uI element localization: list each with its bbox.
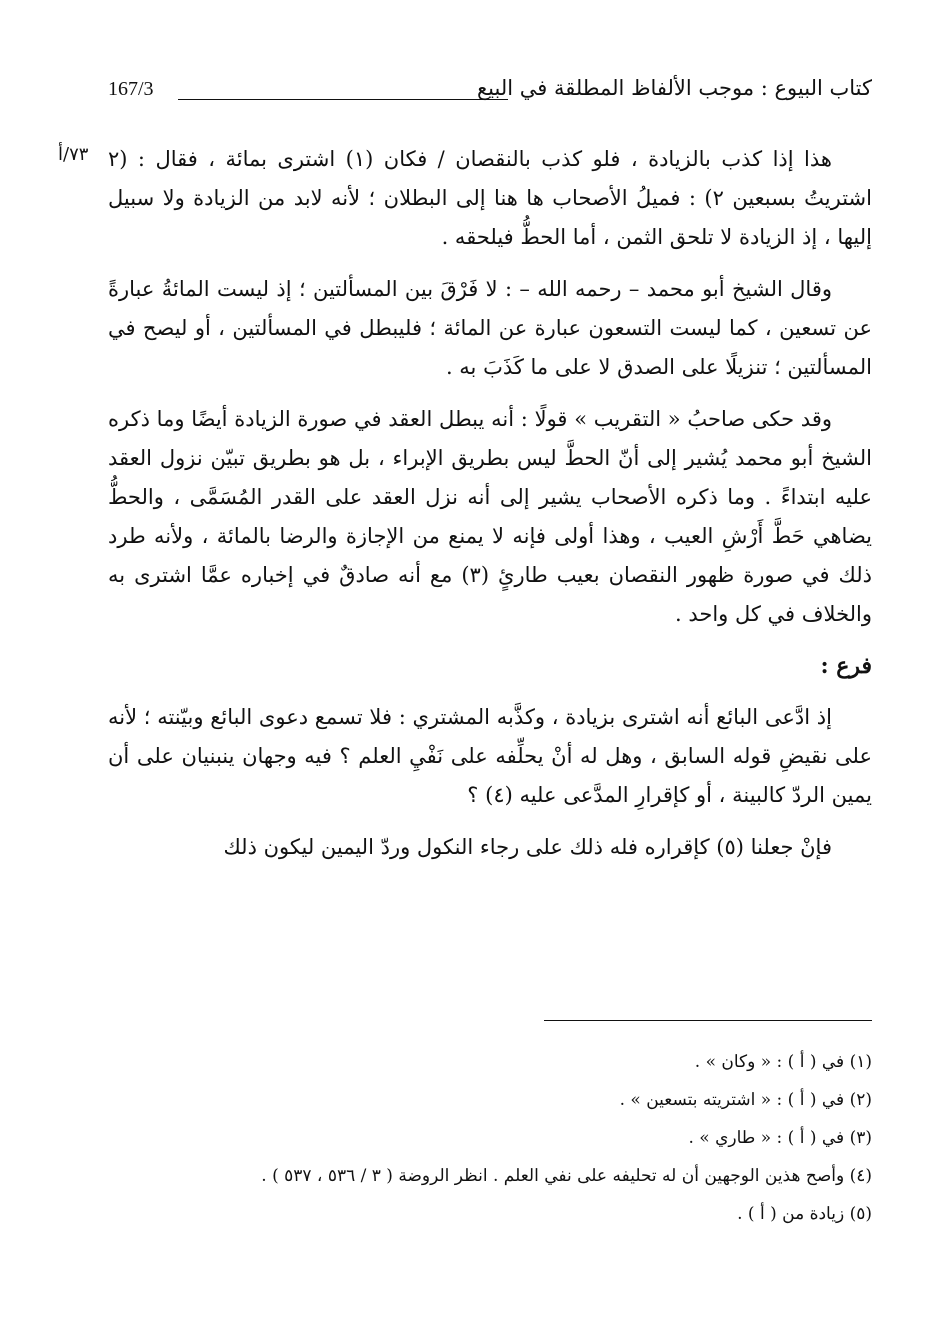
paragraph: وقد حكى صاحبُ « التقريب » قولًا : أنه يبطل العقد في صورة الزيادة أيضًا وما ذكره الشيخ أبو محمد يُشير إلى أنّ الحطَّ ليس بطريق الإبراء ، بل هو بطريق تبيّن نزول العقد عليه ابتداءً . وما ذكره الأصحاب يشير إلى أنه نزل العقد على القدر المُسَمَّى ، والحطُّ يضاهي حَطَّ أَرْشِ العيب ، وهذا أولى فإنه لا يمنع من الإجازة والرضا بالمائة ، ولأنه طرد ذلك في صورة ظهور النقصان بعيب طارئٍ (٣) مع أنه صادقٌ في إخباره عمَّا اشترى به والخلاف في كل واحد . (108, 407, 872, 626)
header-title: كتاب البيوع : موجب الألفاظ المطلقة في البيع (476, 76, 872, 100)
running-header (108, 74, 872, 110)
footnote-separator (544, 1020, 872, 1021)
section-heading: فرع : (820, 653, 872, 679)
footnote: (٥) زيادة من ( أ ) . (737, 1204, 872, 1224)
page-number: 167/3 (108, 78, 154, 100)
paragraph: هذا إذا كذب بالزيادة ، فلو كذب بالنقصان / فكان (١) اشترى بمائة ، فقال : (٢ اشتريتُ بسبعين ٢) : فميلُ الأصحاب ها هنا إلى البطلان ؛ لأنه لابد من الزيادة ولا سبيل إليها ، إذ الزيادة لا تلحق الثمن ، أما الحطُّ فيلحقه . (108, 147, 872, 249)
main-text (108, 140, 872, 880)
footnotes (108, 1052, 872, 1242)
footnote: (٣) في ( أ ) : « طاري » . (688, 1128, 872, 1148)
paragraph: إذ ادَّعى البائع أنه اشترى بزيادة ، وكذَّبه المشتري : فلا تسمع دعوى البائع وبيّنته ؛ لأنه على نقيضِ قوله السابق ، وهل له أنْ يحلِّفه على نَفْيِ العلم ؟ فيه وجهان ينبنيان على أن يمين الردّ كالبينة ، أو كإقرارِ المدَّعى عليه (٤) ؟ (108, 705, 872, 807)
footnote: (٤) وأصح هذين الوجهين أن له تحليفه على نفي العلم . انظر الروضة ( ٣ / ٥٣٦ ، ٥٣٧ ) . (261, 1166, 872, 1186)
footnote: (٢) في ( أ ) : « اشتريته بتسعين » . (619, 1090, 872, 1110)
paragraph: وقال الشيخ أبو محمد – رحمه الله – : لا فَرْقَ بين المسألتين ؛ إذ ليست المائةُ عبارةً عن تسعين ، كما ليست التسعون عبارة عن المائة ؛ فليبطل في المسألتين ، أو ليصح في المسألتين ؛ تنزيلًا على الصدق لا على ما كَذَبَ به . (108, 277, 872, 379)
footnote: (١) في ( أ ) : « وكان » . (694, 1052, 872, 1072)
manuscript-folio-marker: ٧٣/أ (58, 144, 89, 165)
header-rule (178, 99, 508, 100)
paragraph: فإنْ جعلنا (٥) كإقراره فله ذلك على رجاء النكول وردّ اليمين ليكون ذلك (223, 835, 832, 859)
